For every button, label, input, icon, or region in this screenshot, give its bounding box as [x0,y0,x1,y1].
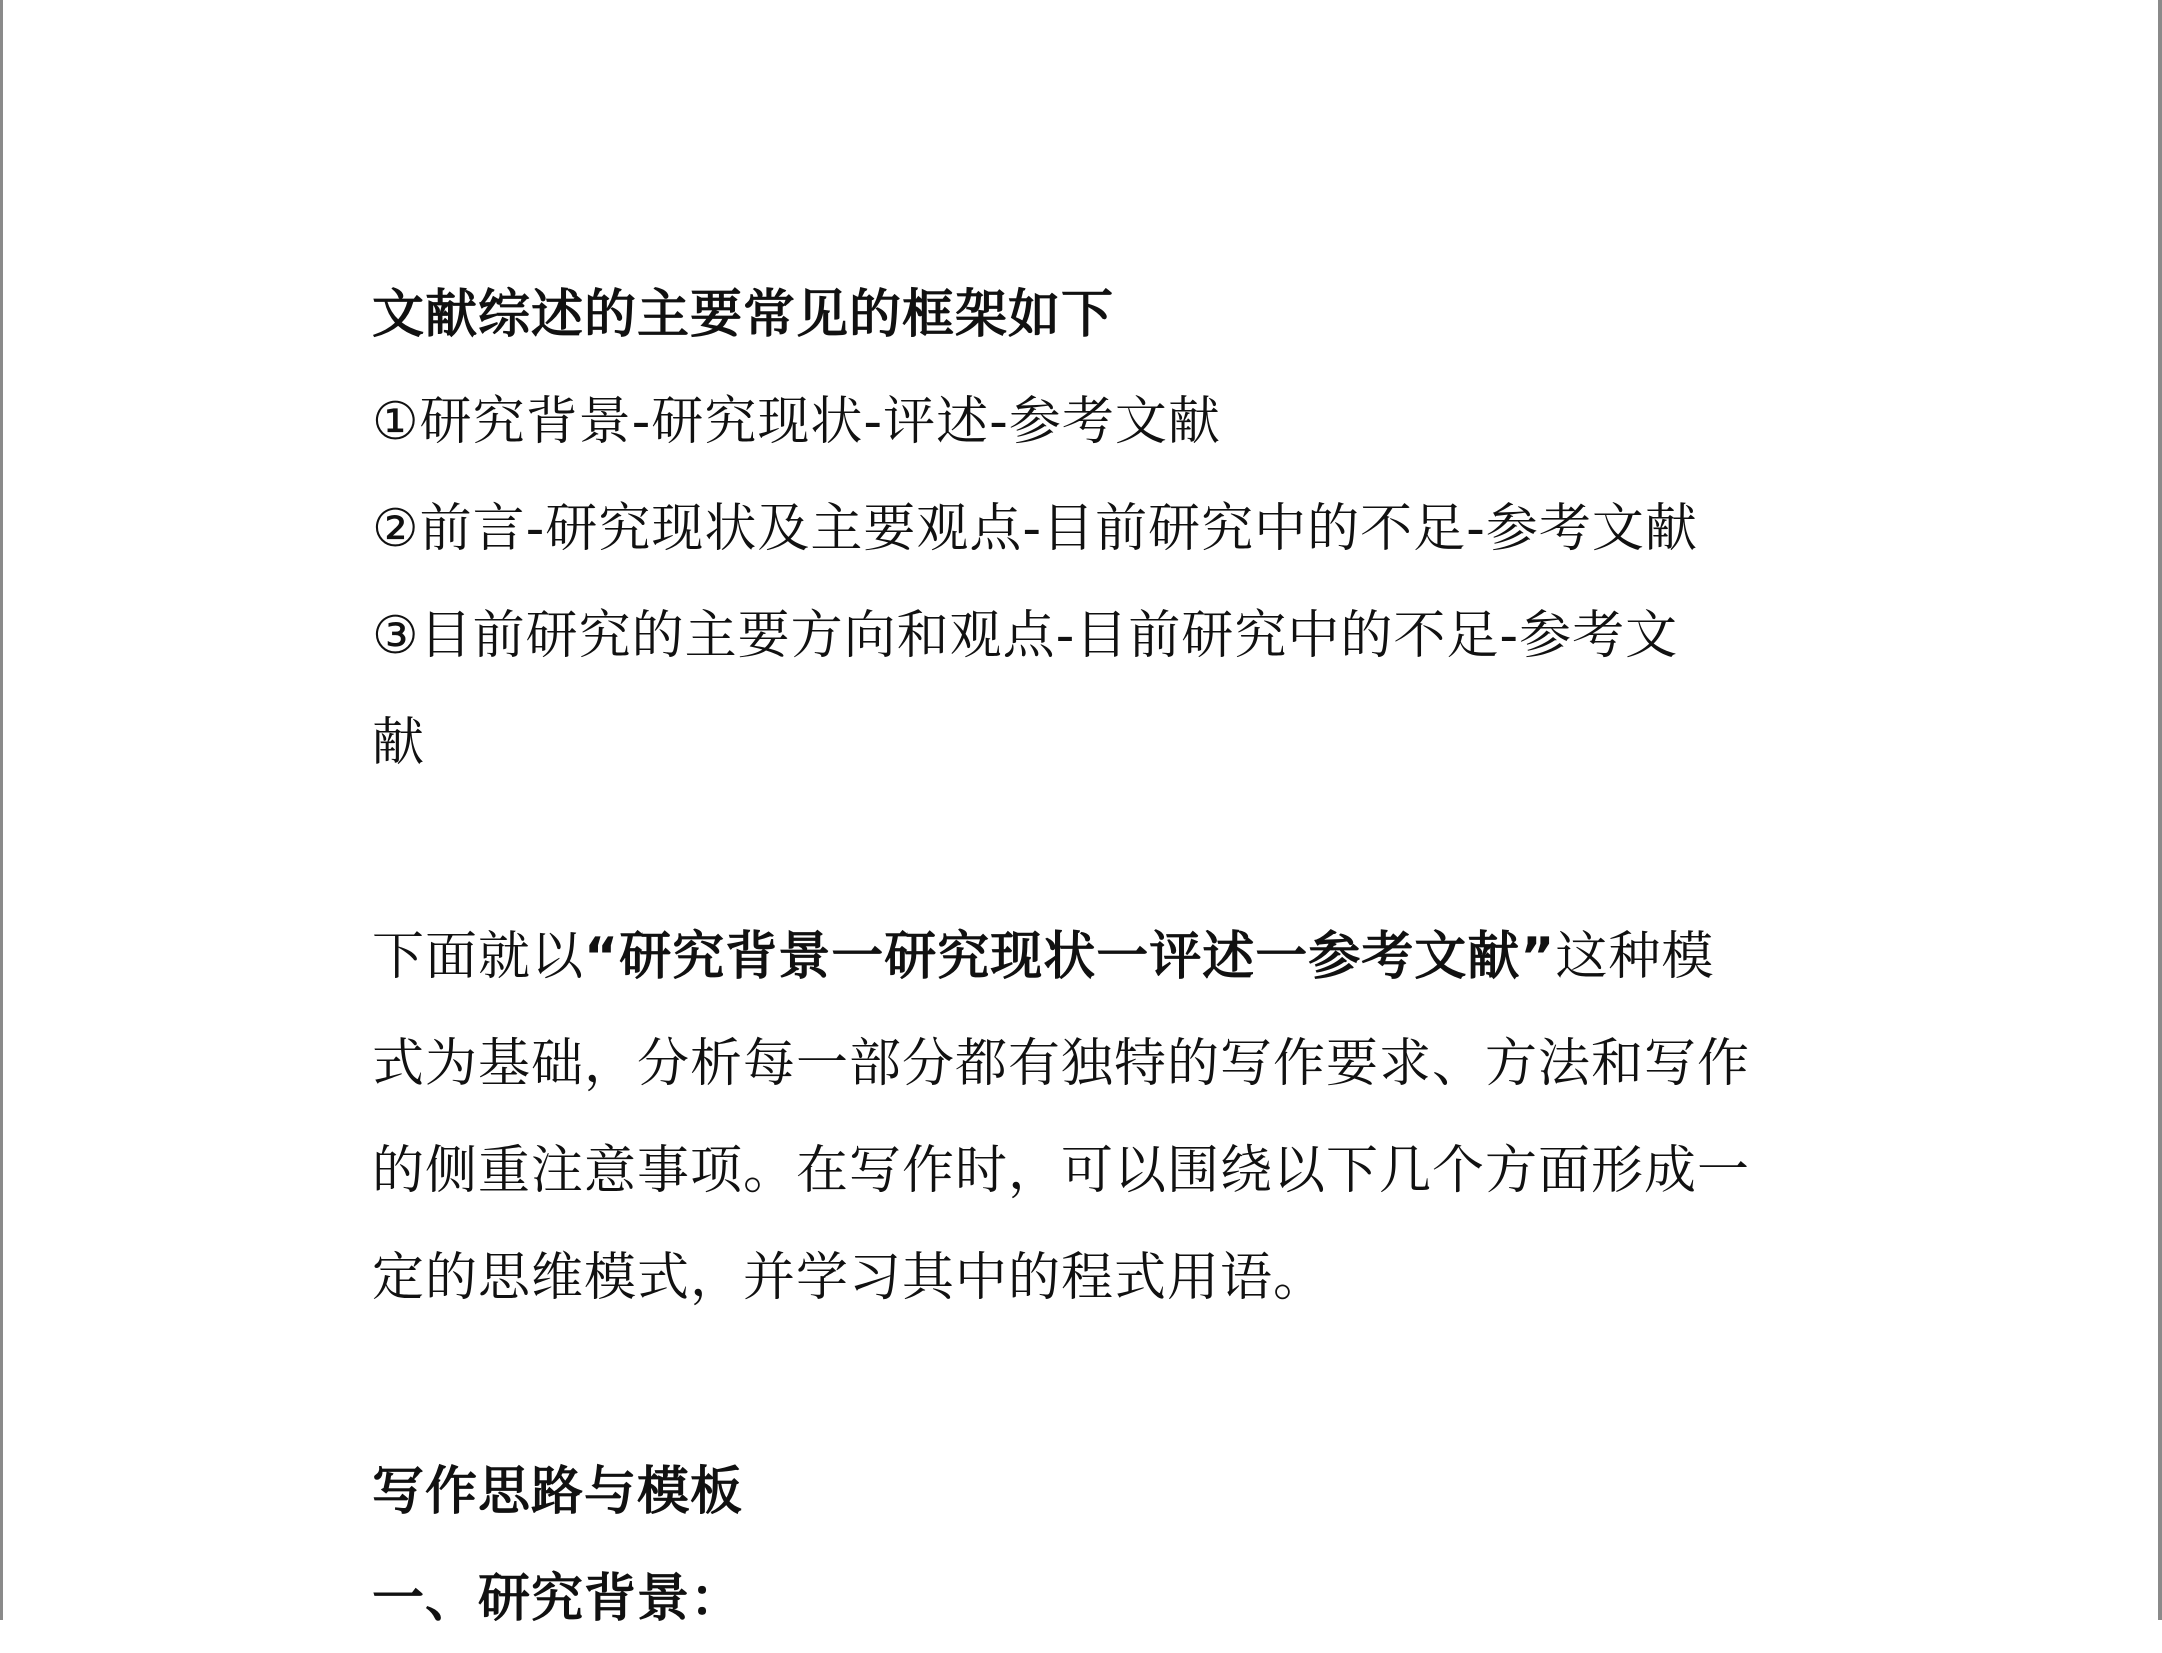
paragraph-prefix: 下面就以 [372,927,585,987]
paragraph-line-2: 式为基础，分析每一部分都有独特的写作要求、方法和写作 [372,1034,1751,1094]
blank-line [372,797,1812,904]
paragraph-suffix: 这种模 [1555,927,1715,987]
framework-item-3-continued: 献 [372,713,426,773]
section-title: 写作思路与模板 [372,1462,744,1522]
paragraph-line-3: 的侧重注意事项。在写作时，可以围绕以下几个方面形成一 [372,1141,1751,1201]
document-heading: 文献综述的主要常见的框架如下 [372,285,1115,345]
paragraph-line-1 [372,904,1812,1011]
framework-item-3: ③目前研究的主要方向和观点-目前研究中的不足-参考文 [372,606,1679,666]
framework-item-2: ②前言-研究现状及主要观点-目前研究中的不足-参考文献 [372,499,1698,559]
left-page-edge [0,0,3,1620]
blank-line [372,1332,1812,1439]
quoted-framework: “研究背景一研究现状一评述一参考文献” [584,927,1556,987]
paragraph-line-4: 定的思维模式，并学习其中的程式用语。 [372,1248,1327,1308]
document-body [372,262,1812,1653]
framework-item-1: ①研究背景-研究现状-评述-参考文献 [372,392,1221,452]
subsection-title: 一、研究背景： [372,1569,744,1629]
right-page-edge [2158,0,2162,1620]
